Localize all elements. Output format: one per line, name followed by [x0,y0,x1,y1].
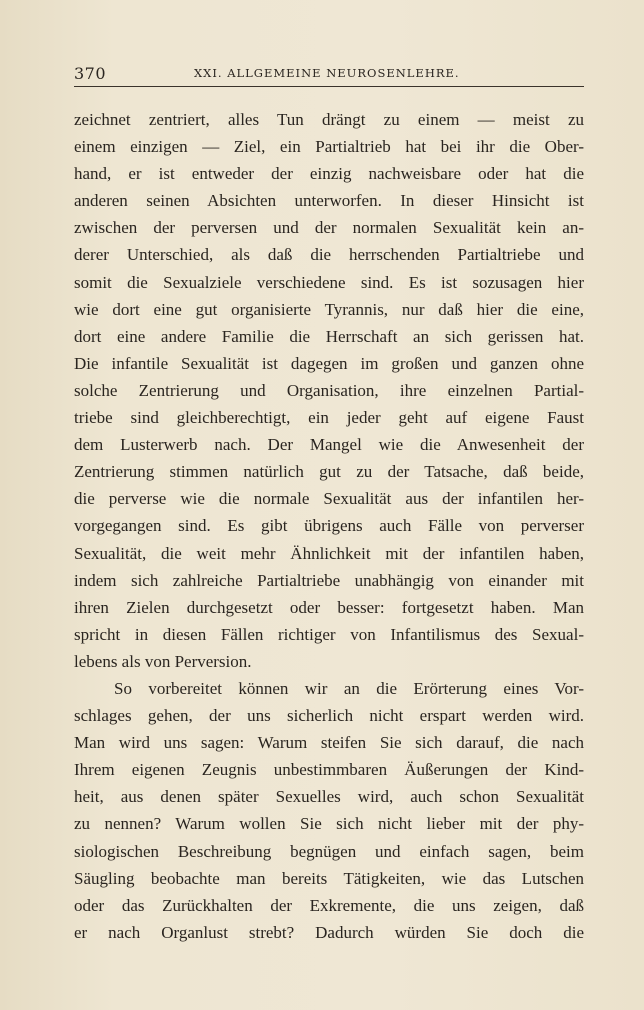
text-line: dort eine andere Familie die Herrschaft an sich gerissen hat. [74,326,584,346]
text-line: solche Zentrierung und Organisation, ihre einzelnen Partial- [74,380,584,400]
text-line: zeichnet zentriert, alles Tun drängt zu einem — meist zu [74,110,584,129]
text-line: oder das Zurückhalten der Exkremente, die uns zeigen, daß [74,895,584,915]
text-line: schlages gehen, der uns sicherlich nicht erspart werden wird. [74,706,584,726]
text-line: hand, er ist entweder der einzig nachweisbare oder hat die [74,164,584,184]
paragraph-first-line: So vorbereitet können wir an die Erörterung eines Vor- [114,678,584,698]
text-line: dem Lusterwerb nach. Der Mangel wie die Anwesenheit der [74,435,584,455]
paragraph-end-line: lebens als von Perversion. [74,651,252,671]
text-line: triebe sind gleichberechtigt, ein jeder geht auf eigene Faust [74,408,584,428]
text-line: derer Unterschied, als daß die herrschenden Partialtriebe und [74,245,584,265]
text-line: einem einzigen — Ziel, ein Partialtrieb hat bei ihr die Ober- [74,137,584,157]
body-text [74,106,584,946]
text-line: Sexualität, die weit mehr Ähnlichkeit mit der infantilen haben, [74,543,584,563]
text-line: siologischen Beschreibung begnügen und einfach sagen, beim [74,841,584,861]
page-header [74,64,584,86]
text-line: die perverse wie die normale Sexualität aus der infantilen her- [74,489,584,509]
text-line: Die infantile Sexualität ist dagegen im großen und ganzen ohne [74,353,584,373]
header-rule [74,86,584,87]
text-line: ihren Zielen durchgesetzt oder besser: fortgesetzt haben. Man [74,597,584,617]
text-line: heit, aus denen später Sexuelles wird, auch schon Sexualität [74,787,584,807]
running-head: XXI. ALLGEMEINE NEUROSENLEHRE. [194,66,460,80]
text-line: somit die Sexualziele verschiedene sind. Es ist sozusagen hier [74,272,584,292]
text-line: er nach Organlust strebt? Dadurch würden Sie doch die [74,922,584,942]
page-number: 370 [74,64,107,83]
text-line: Säugling beobachte man bereits Tätigkeiten, wie das Lutschen [74,868,584,888]
text-line: zwischen der perversen und der normalen Sexualität kein an- [74,218,584,238]
text-line: indem sich zahlreiche Partialtriebe unabhängig von einander mit [74,570,584,590]
text-line: Man wird uns sagen: Warum steifen Sie sich darauf, die nach [74,733,584,753]
text-line: anderen seinen Absichten unterworfen. In dieser Hinsicht ist [74,191,584,211]
text-line: Zentrierung stimmen natürlich gut zu der Tatsache, daß beide, [74,462,584,482]
text-line: spricht in diesen Fällen richtiger von Infantilismus des Sexual- [74,624,584,644]
text-line: vorgegangen sind. Es gibt übrigens auch Fälle von perverser [74,516,584,536]
text-line: zu nennen? Warum wollen Sie sich nicht lieber mit der phy- [74,814,584,834]
text-line: wie dort eine gut organisierte Tyrannis, nur daß hier die eine, [74,299,584,319]
text-line: Ihrem eigenen Zeugnis unbestimmbaren Äußerungen der Kind- [74,760,584,780]
